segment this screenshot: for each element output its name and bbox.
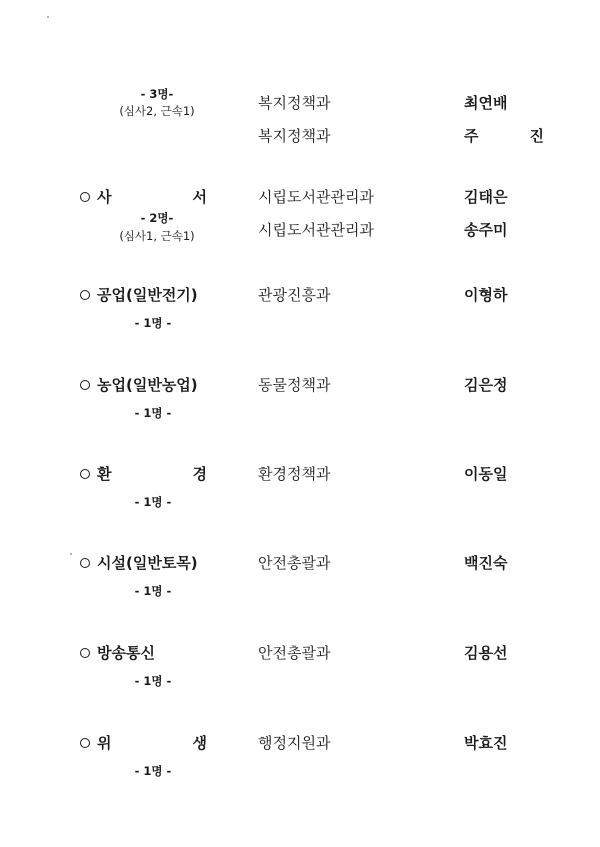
headcount: - 1명 - [134, 674, 172, 688]
person-name: 김용선 [464, 644, 508, 662]
headcount-detail: (심사2, 근속1) [119, 104, 195, 118]
person-name: 송주미 [464, 221, 508, 239]
bullet-circle-icon [80, 738, 90, 748]
person-name: 이형하 [464, 286, 508, 304]
person-name: 김태은 [464, 188, 508, 206]
person-name: 최연배 [464, 94, 508, 112]
person-name: 김은정 [464, 376, 508, 394]
department: 복지정책과 [258, 94, 331, 112]
department: 시립도서관관리과 [258, 221, 374, 239]
job-category: 농업(일반농업) [97, 376, 198, 394]
headcount: - 1명 - [134, 316, 172, 330]
department: 안전총괄과 [258, 644, 331, 662]
department: 동물정책과 [258, 376, 331, 394]
job-category: 시설(일반토목) [97, 554, 198, 572]
headcount: - 1명 - [134, 764, 172, 778]
headcount: - 3명- [140, 87, 174, 101]
job-category: 공업(일반전기) [97, 286, 198, 304]
bullet-circle-icon [80, 380, 90, 390]
department: 시립도서관관리과 [258, 188, 374, 206]
scan-speck [70, 553, 72, 555]
headcount-detail: (심사1, 근속1) [119, 229, 195, 243]
person-name: 이동일 [464, 465, 508, 483]
person-name: 박효진 [464, 734, 508, 752]
headcount: - 1명 - [134, 406, 172, 420]
department: 안전총괄과 [258, 554, 331, 572]
bullet-circle-icon [80, 290, 90, 300]
headcount: - 2명- [140, 211, 174, 225]
job-category: 사 서 [97, 188, 207, 206]
bullet-circle-icon [80, 648, 90, 658]
bullet-circle-icon [80, 558, 90, 568]
person-name: 주 진 [464, 127, 544, 145]
headcount: - 1명 - [134, 495, 172, 509]
job-category: 방송통신 [97, 644, 155, 662]
headcount: - 1명 - [134, 584, 172, 598]
department: 환경정책과 [258, 465, 331, 483]
department: 행정지원과 [258, 734, 331, 752]
department: 복지정책과 [258, 127, 331, 145]
scan-speck [47, 16, 49, 18]
bullet-circle-icon [80, 192, 90, 202]
department: 관광진흥과 [258, 286, 331, 304]
job-category: 위 생 [97, 734, 207, 752]
bullet-circle-icon [80, 469, 90, 479]
job-category: 환 경 [97, 465, 207, 483]
person-name: 백진숙 [464, 554, 508, 572]
